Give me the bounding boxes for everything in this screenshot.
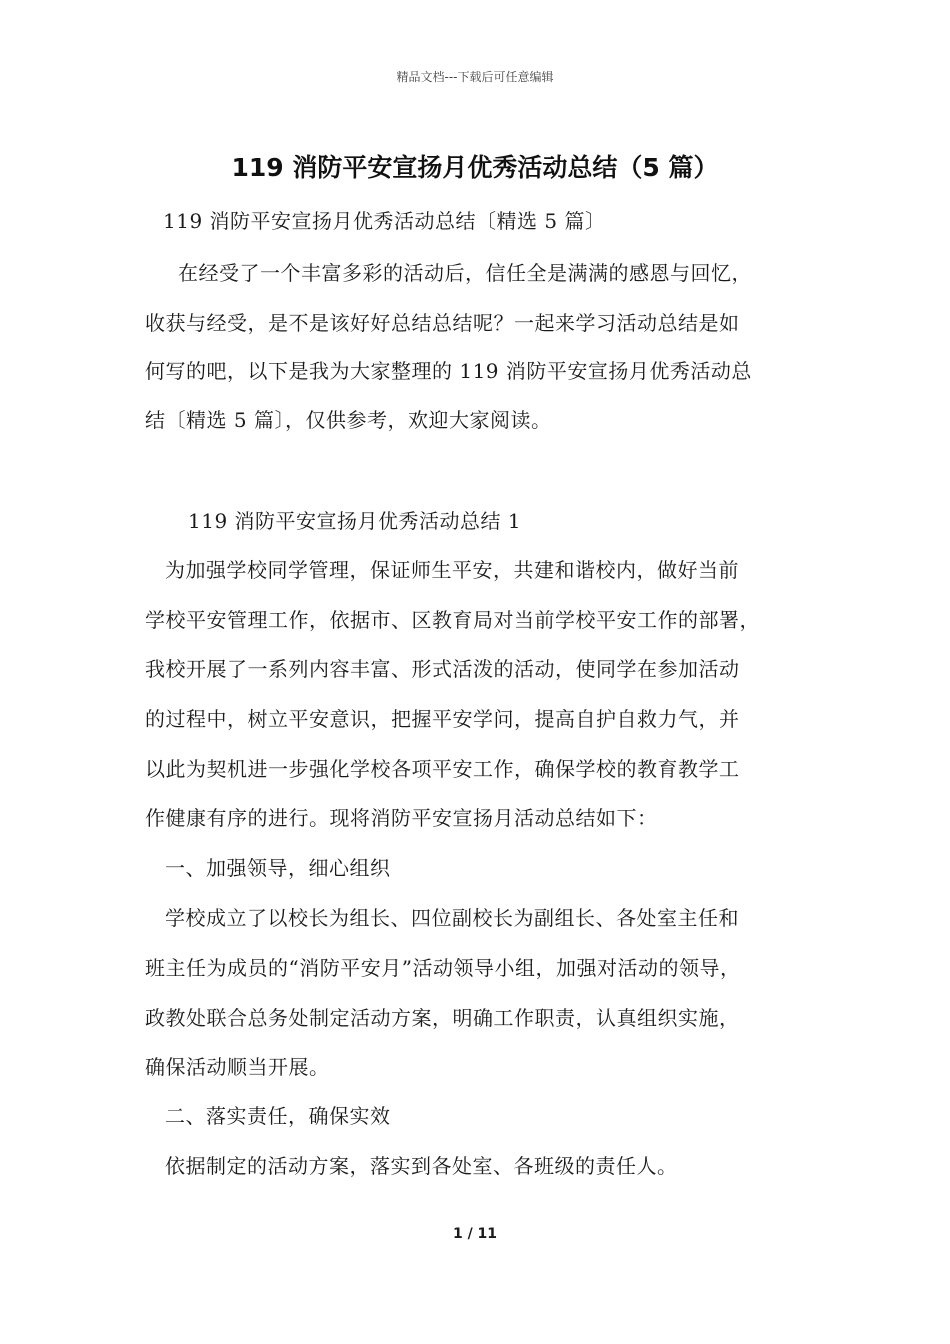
paragraph-line: 收获与经受，是不是该好好总结总结呢？一起来学习活动总结是如 xyxy=(145,311,740,335)
page-number: 1 / 11 xyxy=(452,1226,498,1242)
paragraph-line: 在经受了一个丰富多彩的活动后，信任全是满满的感恩与回忆， xyxy=(178,261,752,285)
section-heading: 119 消防平安宣扬月优秀活动总结 1 xyxy=(188,509,522,533)
paragraph-line: 政教处联合总务处制定活动方案，明确工作职责，认真组织实施， xyxy=(145,1006,740,1030)
paragraph-line: 何写的吧，以下是我为大家整理的 119 消防平安宣扬月优秀活动总 xyxy=(145,359,752,383)
paragraph-line: 我校开展了一系列内容丰富、形式活泼的活动，使同学在参加活动 xyxy=(145,657,740,681)
document-title: 119 消防平安宣扬月优秀活动总结（5 篇） xyxy=(231,153,719,182)
paragraph-line: 结〔精选 5 篇〕，仅供参考，欢迎大家阅读。 xyxy=(145,408,552,432)
paragraph-line: 学校平安管理工作，依据市、区教育局对当前学校平安工作的部署， xyxy=(145,608,760,632)
paragraph-line: 以此为契机进一步强化学校各项平安工作，确保学校的教育教学工 xyxy=(145,757,740,781)
paragraph-line: 作健康有序的进行。现将消防平安宣扬月活动总结如下： xyxy=(145,806,658,830)
header-note: 精品文档---下载后可任意编辑 xyxy=(396,70,554,84)
sub-heading: 一、加强领导，细心组织 xyxy=(165,856,391,880)
paragraph-line: 学校成立了以校长为组长、四位副校长为副组长、各处室主任和 xyxy=(165,906,739,930)
paragraph-line: 的过程中，树立平安意识，把握平安学问，提高自护自救力气，并 xyxy=(145,707,740,731)
sub-heading: 二、落实责任，确保实效 xyxy=(165,1104,391,1128)
subtitle-line: 119 消防平安宣扬月优秀活动总结〔精选 5 篇〕 xyxy=(163,209,606,233)
paragraph-line: 确保活动顺当开展。 xyxy=(145,1055,330,1079)
paragraph-line: 为加强学校同学管理，保证师生平安，共建和谐校内，做好当前 xyxy=(165,558,739,582)
paragraph-line: 班主任为成员的“消防平安月”活动领导小组，加强对活动的领导， xyxy=(145,956,741,980)
paragraph-line: 依据制定的活动方案，落实到各处室、各班级的责任人。 xyxy=(165,1154,678,1178)
